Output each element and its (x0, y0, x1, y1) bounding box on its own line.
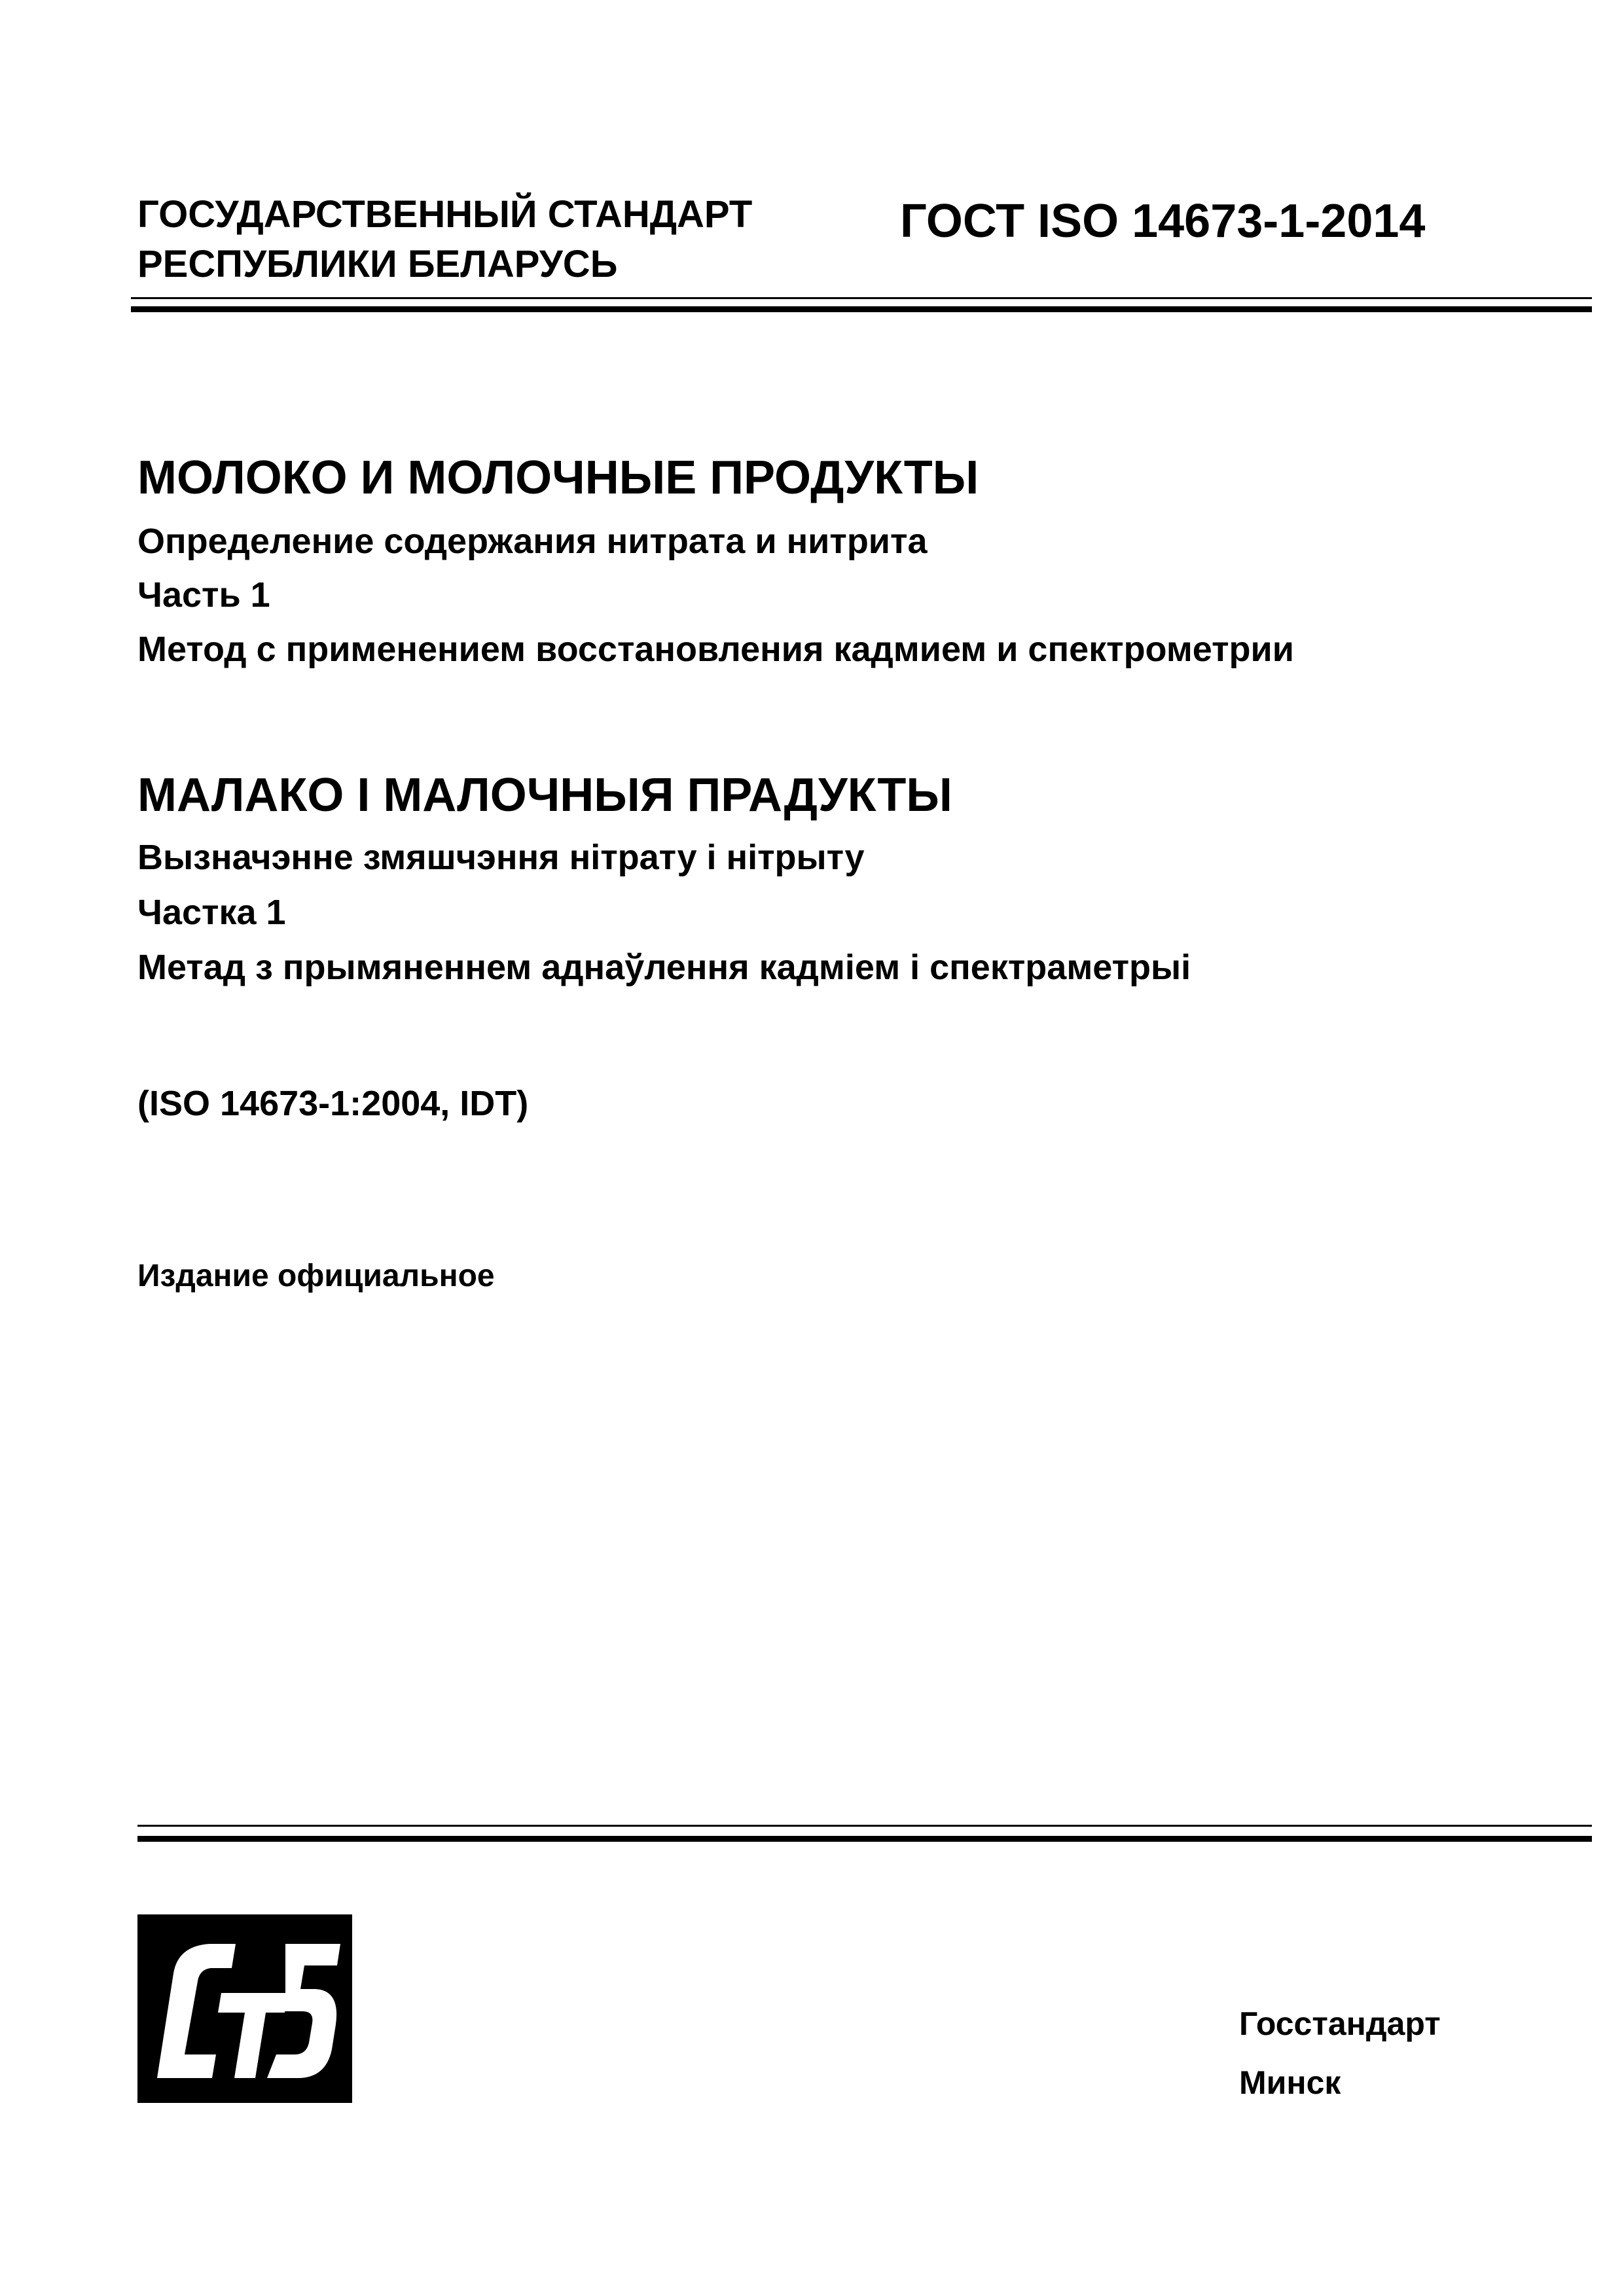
title-ru-main: МОЛОКО И МОЛОЧНЫЕ ПРОДУКТЫ (137, 452, 979, 504)
issuing-authority (137, 190, 752, 289)
title-be-method: Метад з прымяненнем аднаўлення кадміем і спектраметрыі (137, 948, 1191, 987)
title-be-subtitle: Вызначэнне змяшчэння нітрату і нітрыту (137, 838, 865, 877)
publisher-city: Минск (1239, 2064, 1341, 2101)
iso-reference: (ISO 14673-1:2004, IDT) (137, 1084, 529, 1123)
title-ru-part: Часть 1 (137, 575, 270, 615)
issuing-authority-line1: ГОСУДАРСТВЕННЫЙ СТАНДАРТ (137, 193, 753, 236)
bottom-rule-thin (137, 1825, 1592, 1827)
bottom-rule-thick (137, 1836, 1592, 1842)
title-ru-subtitle: Определение содержания нитрата и нитрита (137, 522, 928, 561)
standard-designation: ГОСТ ISO 14673-1-2014 (900, 195, 1426, 247)
top-rule-thick (131, 306, 1592, 312)
top-rule-thin (131, 297, 1592, 299)
title-ru-method: Метод с применением восстановления кадмием и спектрометрии (137, 630, 1294, 669)
edition-note: Издание официальное (137, 1259, 495, 1293)
issuing-authority-line2: РЕСПУБЛИКИ БЕЛАРУСЬ (137, 243, 618, 285)
title-be-main: МАЛАКО І МАЛОЧНЫЯ ПРАДУКТЫ (137, 769, 952, 821)
publisher-name: Госстандарт (1239, 2005, 1441, 2042)
title-be-part: Частка 1 (137, 893, 286, 932)
stb-logo (137, 1914, 352, 2103)
